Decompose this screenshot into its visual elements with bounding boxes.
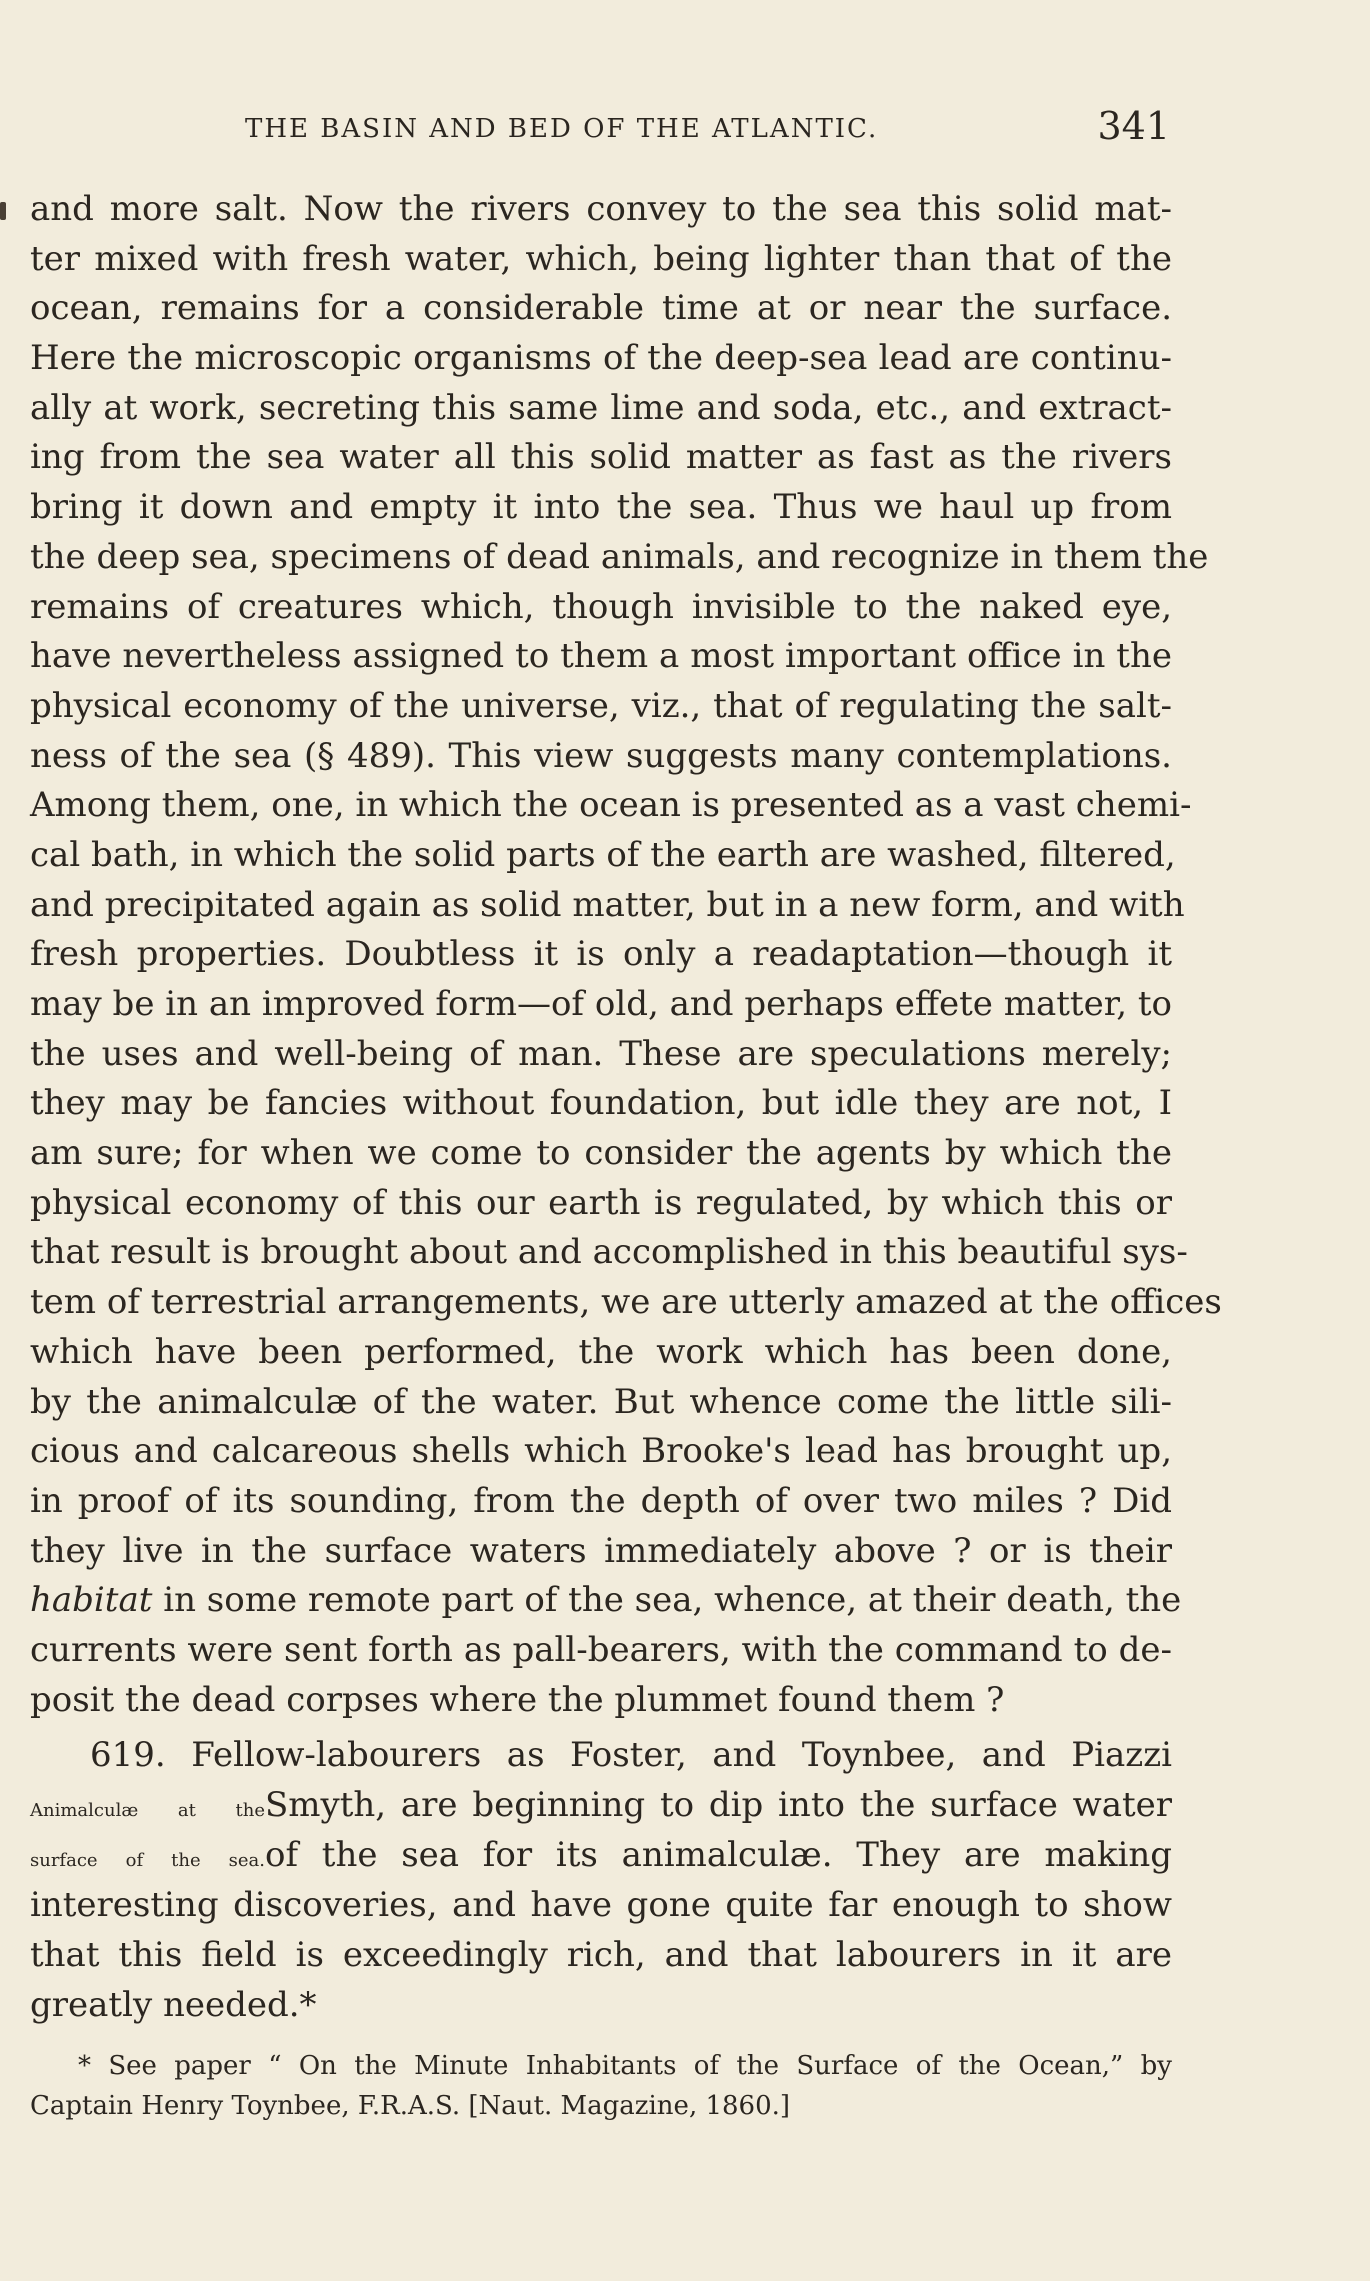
body-text [30,185,1222,1725]
paragraph-619-line: of the sea for its animalculæ. They are making [265,1835,1172,1875]
habitat-rest: in some remote part of the sea, whence, at their death, the [152,1580,1182,1621]
text-line: am sure; for when we come to consider the agents by which the [30,1133,1172,1174]
text-line: which have been performed, the work which has been done, [30,1331,1172,1372]
text-line: they live in the surface waters immediately above ? or is their [30,1530,1172,1571]
text-line: fresh properties. Doubtless it is only a readaptation—though it [30,934,1172,975]
paragraph-619-line: greatly needed.* [30,1985,317,2025]
text-line: Among them, one, in which the ocean is presented as a vast chemi- [30,785,1192,826]
text-line: physical economy of the universe, viz., that of regulating the salt- [30,685,1172,726]
text-line: ocean, remains for a considerable time at or near the surface. [30,288,1172,329]
paragraph-619-line: that this field is exceedingly rich, and that labourers in it are [30,1935,1172,1975]
text-line: the deep sea, specimens of dead animals, and recognize in them the [30,536,1209,577]
text-line: may be in an improved form—of old, and perhaps effete matter, to [30,984,1172,1024]
text-line: Here the microscopic organisms of the deep-sea lead are continu- [30,338,1172,379]
text-line: currents were sent forth as pall-bearers, with the command to de- [30,1629,1172,1670]
paragraph-619-line-sidenote [30,1830,1172,1880]
text-line: the uses and well-being of man. These are speculations merely; [30,1033,1172,1074]
text-line: by the animalculæ of the water. But whence come the little sili- [30,1381,1172,1422]
paragraph-619 [30,1730,1172,2030]
text-line: in proof of its sounding, from the depth of over two miles ? Did [30,1480,1172,1521]
paragraph-619-line: interesting discoveries, and have gone quite far enough to show [30,1885,1172,1925]
footnote [30,2046,1172,2126]
text-line: posit the dead corpses where the plummet found them ? [30,1679,1005,1720]
page-header [30,104,1170,150]
text-line: and more salt. Now the rivers convey to the sea this solid mat- [30,189,1172,229]
text-line: physical economy of this our earth is regulated, by which this or [30,1182,1172,1223]
text-line: ness of the sea (§ 489). This view suggests many contemplations. [30,735,1172,776]
text-line: cal bath, in which the solid parts of the earth are washed, filtered, [30,834,1176,875]
text-line: ally at work, secreting this same lime and soda, etc., and extract- [30,387,1172,428]
sidenote-line: Animalculæ at the [30,1800,265,1821]
margin-mark [0,202,6,220]
page-number: 341 [1097,104,1170,148]
text-line: bring it down and empty it into the sea. Thus we haul up from [30,487,1172,528]
footnote-line: Captain Henry Toynbee, F.R.A.S. [Naut. Magazine, 1860.] [30,2091,791,2121]
text-line: have nevertheless assigned to them a most important office in the [30,636,1172,677]
sidenote-line: surface of the sea. [30,1850,265,1871]
text-line: they may be fancies without foundation, but idle they are not, I [30,1083,1172,1124]
paragraph-619-line: 619. Fellow-labourers as Foster, and Toynbee, and Piazzi [90,1735,1172,1775]
running-head: THE BASIN AND BED OF THE ATLANTIC. [245,114,879,144]
text-line-habitat [30,1576,1182,1626]
text-line: remains of creatures which, though invisible to the naked eye, [30,586,1172,627]
text-line: ing from the sea water all this solid matter as fast as the rivers [30,437,1172,478]
paragraph-619-line-sidenote [30,1780,1172,1830]
footnote-line: * See paper “ On the Minute Inhabitants of the Surface of the Ocean,” by [78,2051,1172,2081]
text-line: and precipitated again as solid matter, but in a new form, and with [30,884,1185,925]
text-line: that result is brought about and accomplished in this beautiful sys- [30,1232,1188,1273]
text-line: tem of terrestrial arrangements, we are utterly amazed at the offices [30,1282,1222,1323]
paragraph-619-line: Smyth, are beginning to dip into the surface water [265,1785,1172,1825]
habitat-italic: habitat [30,1580,153,1621]
text-line: cious and calcareous shells which Brooke's lead has brought up, [30,1431,1172,1472]
text-line: ter mixed with fresh water, which, being lighter than that of the [30,238,1172,279]
